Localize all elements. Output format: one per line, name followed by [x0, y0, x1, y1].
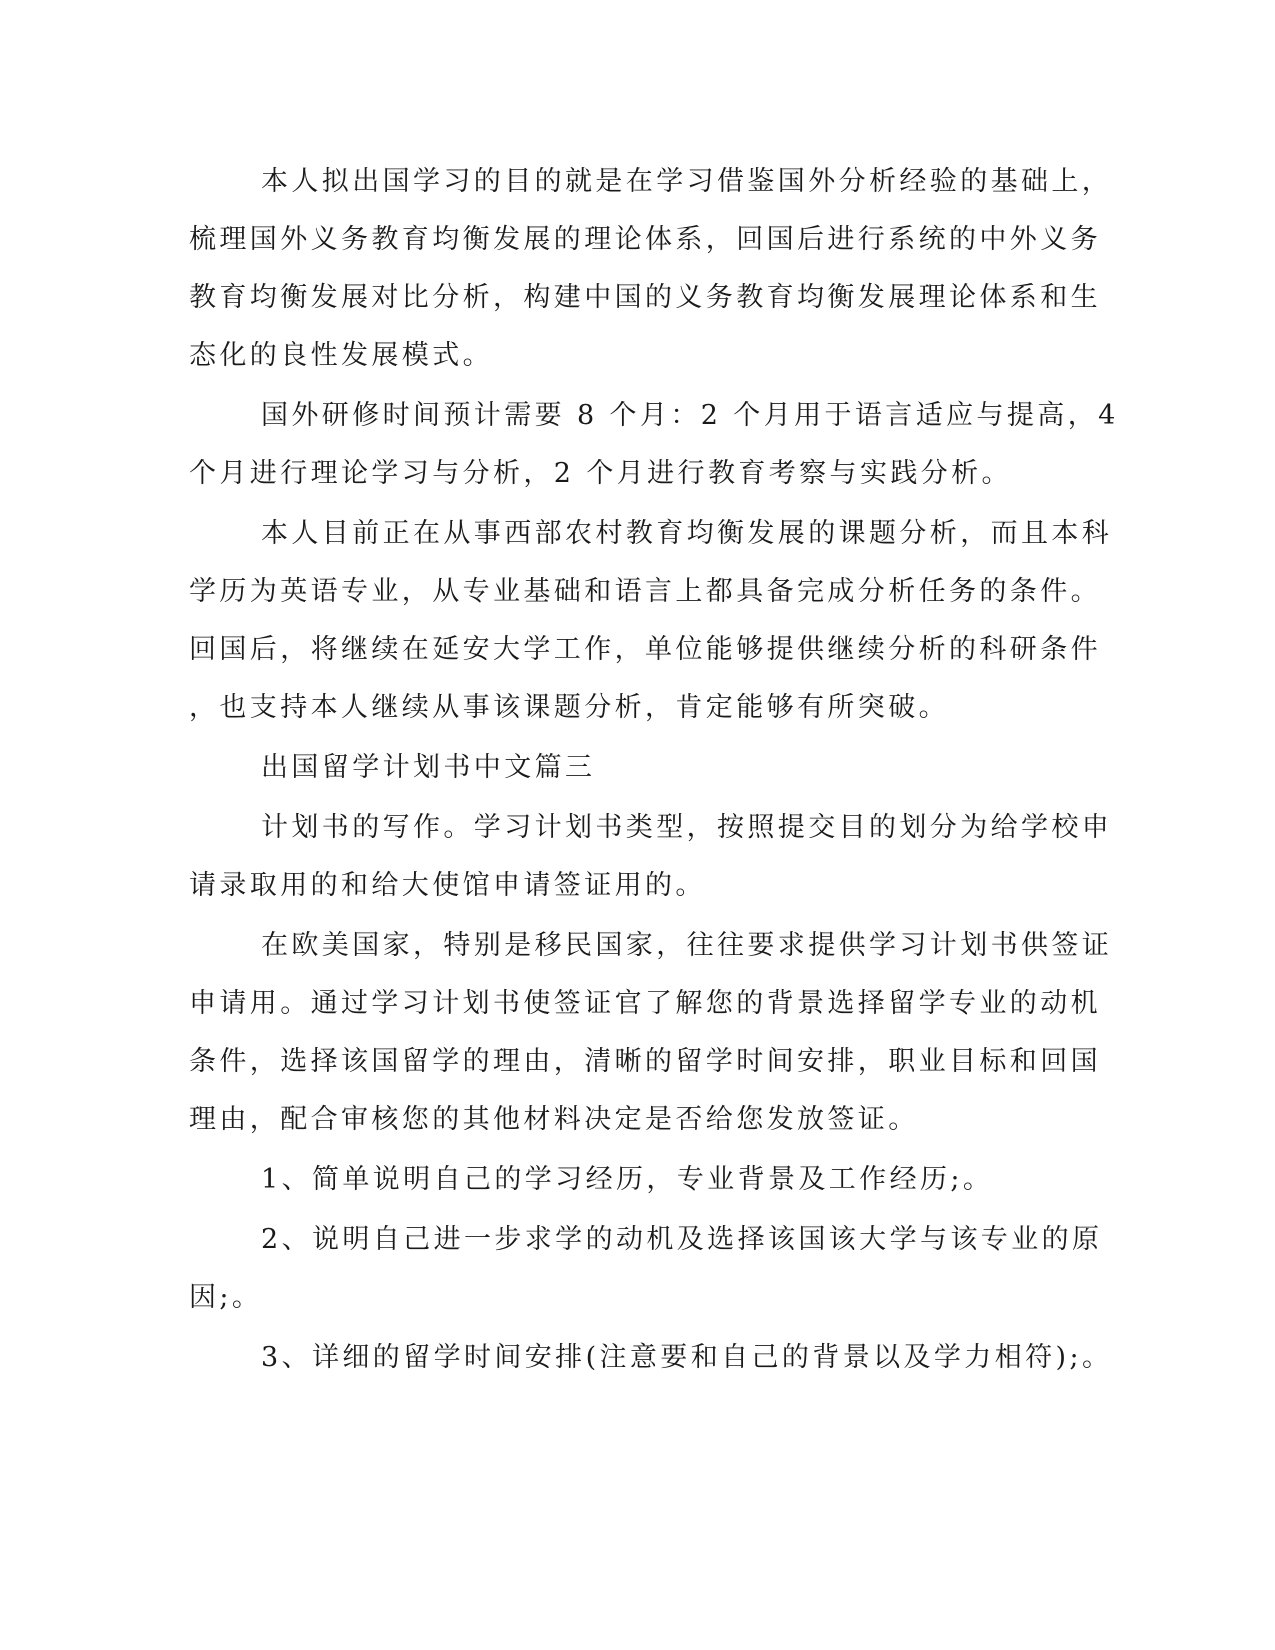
list-item: 3、详细的留学时间安排(注意要和自己的背景以及学力相符);。 [261, 1342, 1113, 1373]
text-line: 回国后，将继续在延安大学工作，单位能够提供继续分析的科研条件 [189, 634, 1101, 665]
text-line: 理由，配合审核您的其他材料决定是否给您发放签证。 [189, 1104, 919, 1135]
text-line: 本人拟出国学习的目的就是在学习借鉴国外分析经验的基础上， [261, 166, 1113, 197]
text-line: 梳理国外义务教育均衡发展的理论体系，回国后进行系统的中外义务 [189, 224, 1101, 255]
text-line: 学历为英语专业，从专业基础和语言上都具备完成分析任务的条件。 [189, 576, 1101, 607]
text-line: 计划书的写作。学习计划书类型，按照提交目的划分为给学校申 [261, 812, 1113, 843]
text-line: 本人目前正在从事西部农村教育均衡发展的课题分析，而且本科 [261, 518, 1113, 549]
text-line: 因;。 [189, 1282, 263, 1313]
text-line: 请录取用的和给大使馆申请签证用的。 [189, 870, 706, 901]
text-line: 申请用。通过学习计划书使签证官了解您的背景选择留学专业的动机 [189, 988, 1101, 1019]
list-item: 2、说明自己进一步求学的动机及选择该国该大学与该专业的原 [261, 1224, 1103, 1255]
text-line: ，也支持本人继续从事该课题分析，肯定能够有所突破。 [189, 692, 949, 723]
text-line: 国外研修时间预计需要 8 个月：2 个月用于语言适应与提高，4 [261, 400, 1119, 431]
text-line: 教育均衡发展对比分析，构建中国的义务教育均衡发展理论体系和生 [189, 282, 1101, 313]
text-line: 条件，选择该国留学的理由，清晰的留学时间安排，职业目标和回国 [189, 1046, 1101, 1077]
list-item: 1、简单说明自己的学习经历，专业背景及工作经历;。 [261, 1164, 994, 1195]
text-line: 态化的良性发展模式。 [189, 340, 493, 371]
text-line: 个月进行理论学习与分析，2 个月进行教育考察与实践分析。 [189, 458, 1012, 489]
section-heading: 出国留学计划书中文篇三 [261, 752, 596, 783]
text-line: 在欧美国家，特别是移民国家，往往要求提供学习计划书供签证 [261, 930, 1113, 961]
